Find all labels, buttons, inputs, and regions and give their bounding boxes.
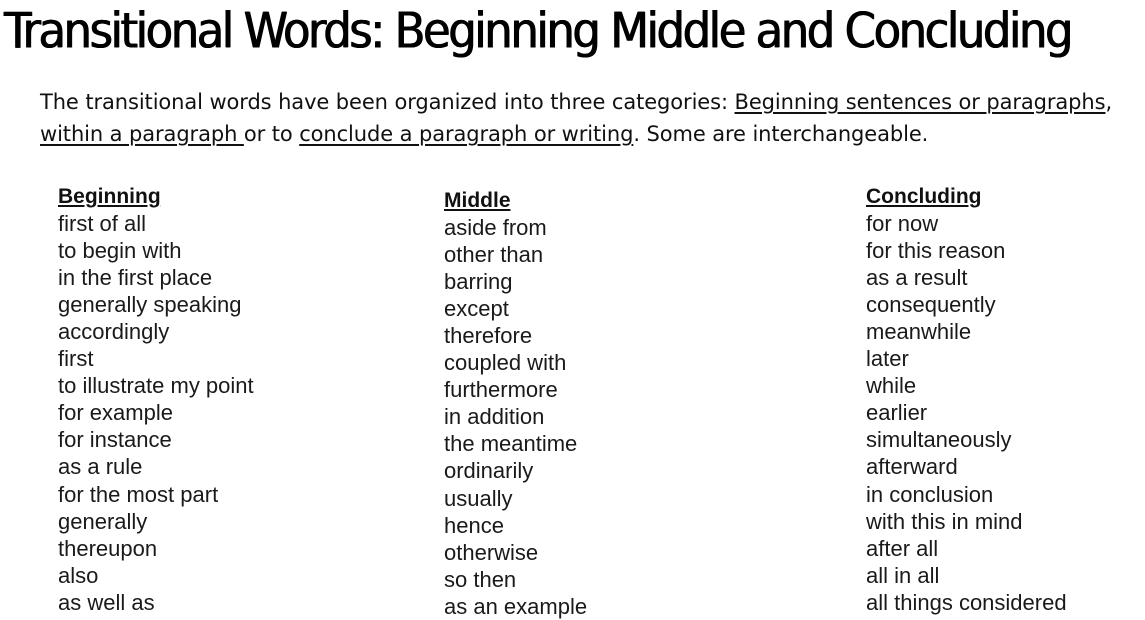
list-item: as a result (866, 265, 968, 291)
list-item: to begin with (58, 238, 182, 264)
list-item: for now (866, 211, 939, 237)
column-heading-middle: Middle (444, 189, 511, 212)
intro-paragraph (40, 86, 1120, 150)
list-item: the meantime (444, 431, 578, 457)
column-heading-concluding: Concluding (866, 185, 982, 208)
list-item: all in all (866, 562, 940, 588)
list-item: earlier (866, 400, 928, 426)
list-item: furthermore (444, 377, 558, 403)
list-item: first (58, 346, 94, 372)
list-item: so then (444, 566, 517, 592)
intro-category-beginning: Beginning sentences or paragraphs (734, 90, 1106, 114)
list-item: simultaneously (866, 427, 1012, 453)
word-list-concluding (866, 210, 1067, 616)
list-item: generally (58, 508, 148, 534)
list-item: after all (866, 535, 939, 561)
list-item: barring (444, 269, 513, 295)
list-item: therefore (444, 323, 533, 349)
list-item: in the first place (58, 265, 213, 291)
list-item: with this in mind (866, 508, 1023, 534)
list-item: as well as (58, 589, 155, 615)
list-item: while (866, 373, 917, 399)
list-item: meanwhile (866, 319, 972, 345)
intro-category-concluding: conclude a paragraph or writing (299, 122, 634, 146)
list-item: for this reason (866, 238, 1006, 264)
list-item: afterward (866, 454, 958, 480)
intro-text-after: . Some are interchangeable. (633, 122, 929, 146)
list-item: thereupon (58, 535, 158, 561)
list-item: as a rule (58, 454, 143, 480)
column-concluding (866, 183, 1067, 616)
list-item: accordingly (58, 319, 170, 345)
page-title: Transitional Words: Beginning Middle and Concluding (4, 2, 1071, 60)
list-item: in conclusion (866, 481, 994, 507)
word-list-beginning (58, 210, 254, 616)
list-item: to illustrate my point (58, 373, 254, 399)
list-item: aside from (444, 215, 547, 241)
list-item: usually (444, 485, 513, 511)
list-item: generally speaking (58, 292, 242, 318)
list-item: for instance (58, 427, 172, 453)
intro-separator: , (1105, 90, 1113, 114)
list-item: first of all (58, 211, 147, 237)
list-item: later (866, 346, 909, 372)
list-item: ordinarily (444, 458, 534, 484)
list-item: for example (58, 400, 173, 426)
column-heading-beginning: Beginning (58, 185, 161, 208)
list-item: except (444, 296, 509, 322)
column-middle (444, 187, 587, 620)
word-list-middle (444, 214, 587, 620)
list-item: consequently (866, 292, 996, 318)
list-item: otherwise (444, 539, 539, 565)
list-item: for the most part (58, 481, 219, 507)
list-item: in addition (444, 404, 545, 430)
list-item: also (58, 562, 99, 588)
column-beginning (58, 183, 254, 616)
list-item: coupled with (444, 350, 567, 376)
intro-text-mid: or to (243, 122, 300, 146)
list-item: all things considered (866, 589, 1067, 615)
list-item: hence (444, 512, 504, 538)
intro-category-middle: within a paragraph (40, 122, 244, 146)
list-item: as an example (444, 593, 588, 619)
intro-text-before: The transitional words have been organized into three categories: (40, 90, 735, 114)
list-item: other than (444, 242, 544, 268)
